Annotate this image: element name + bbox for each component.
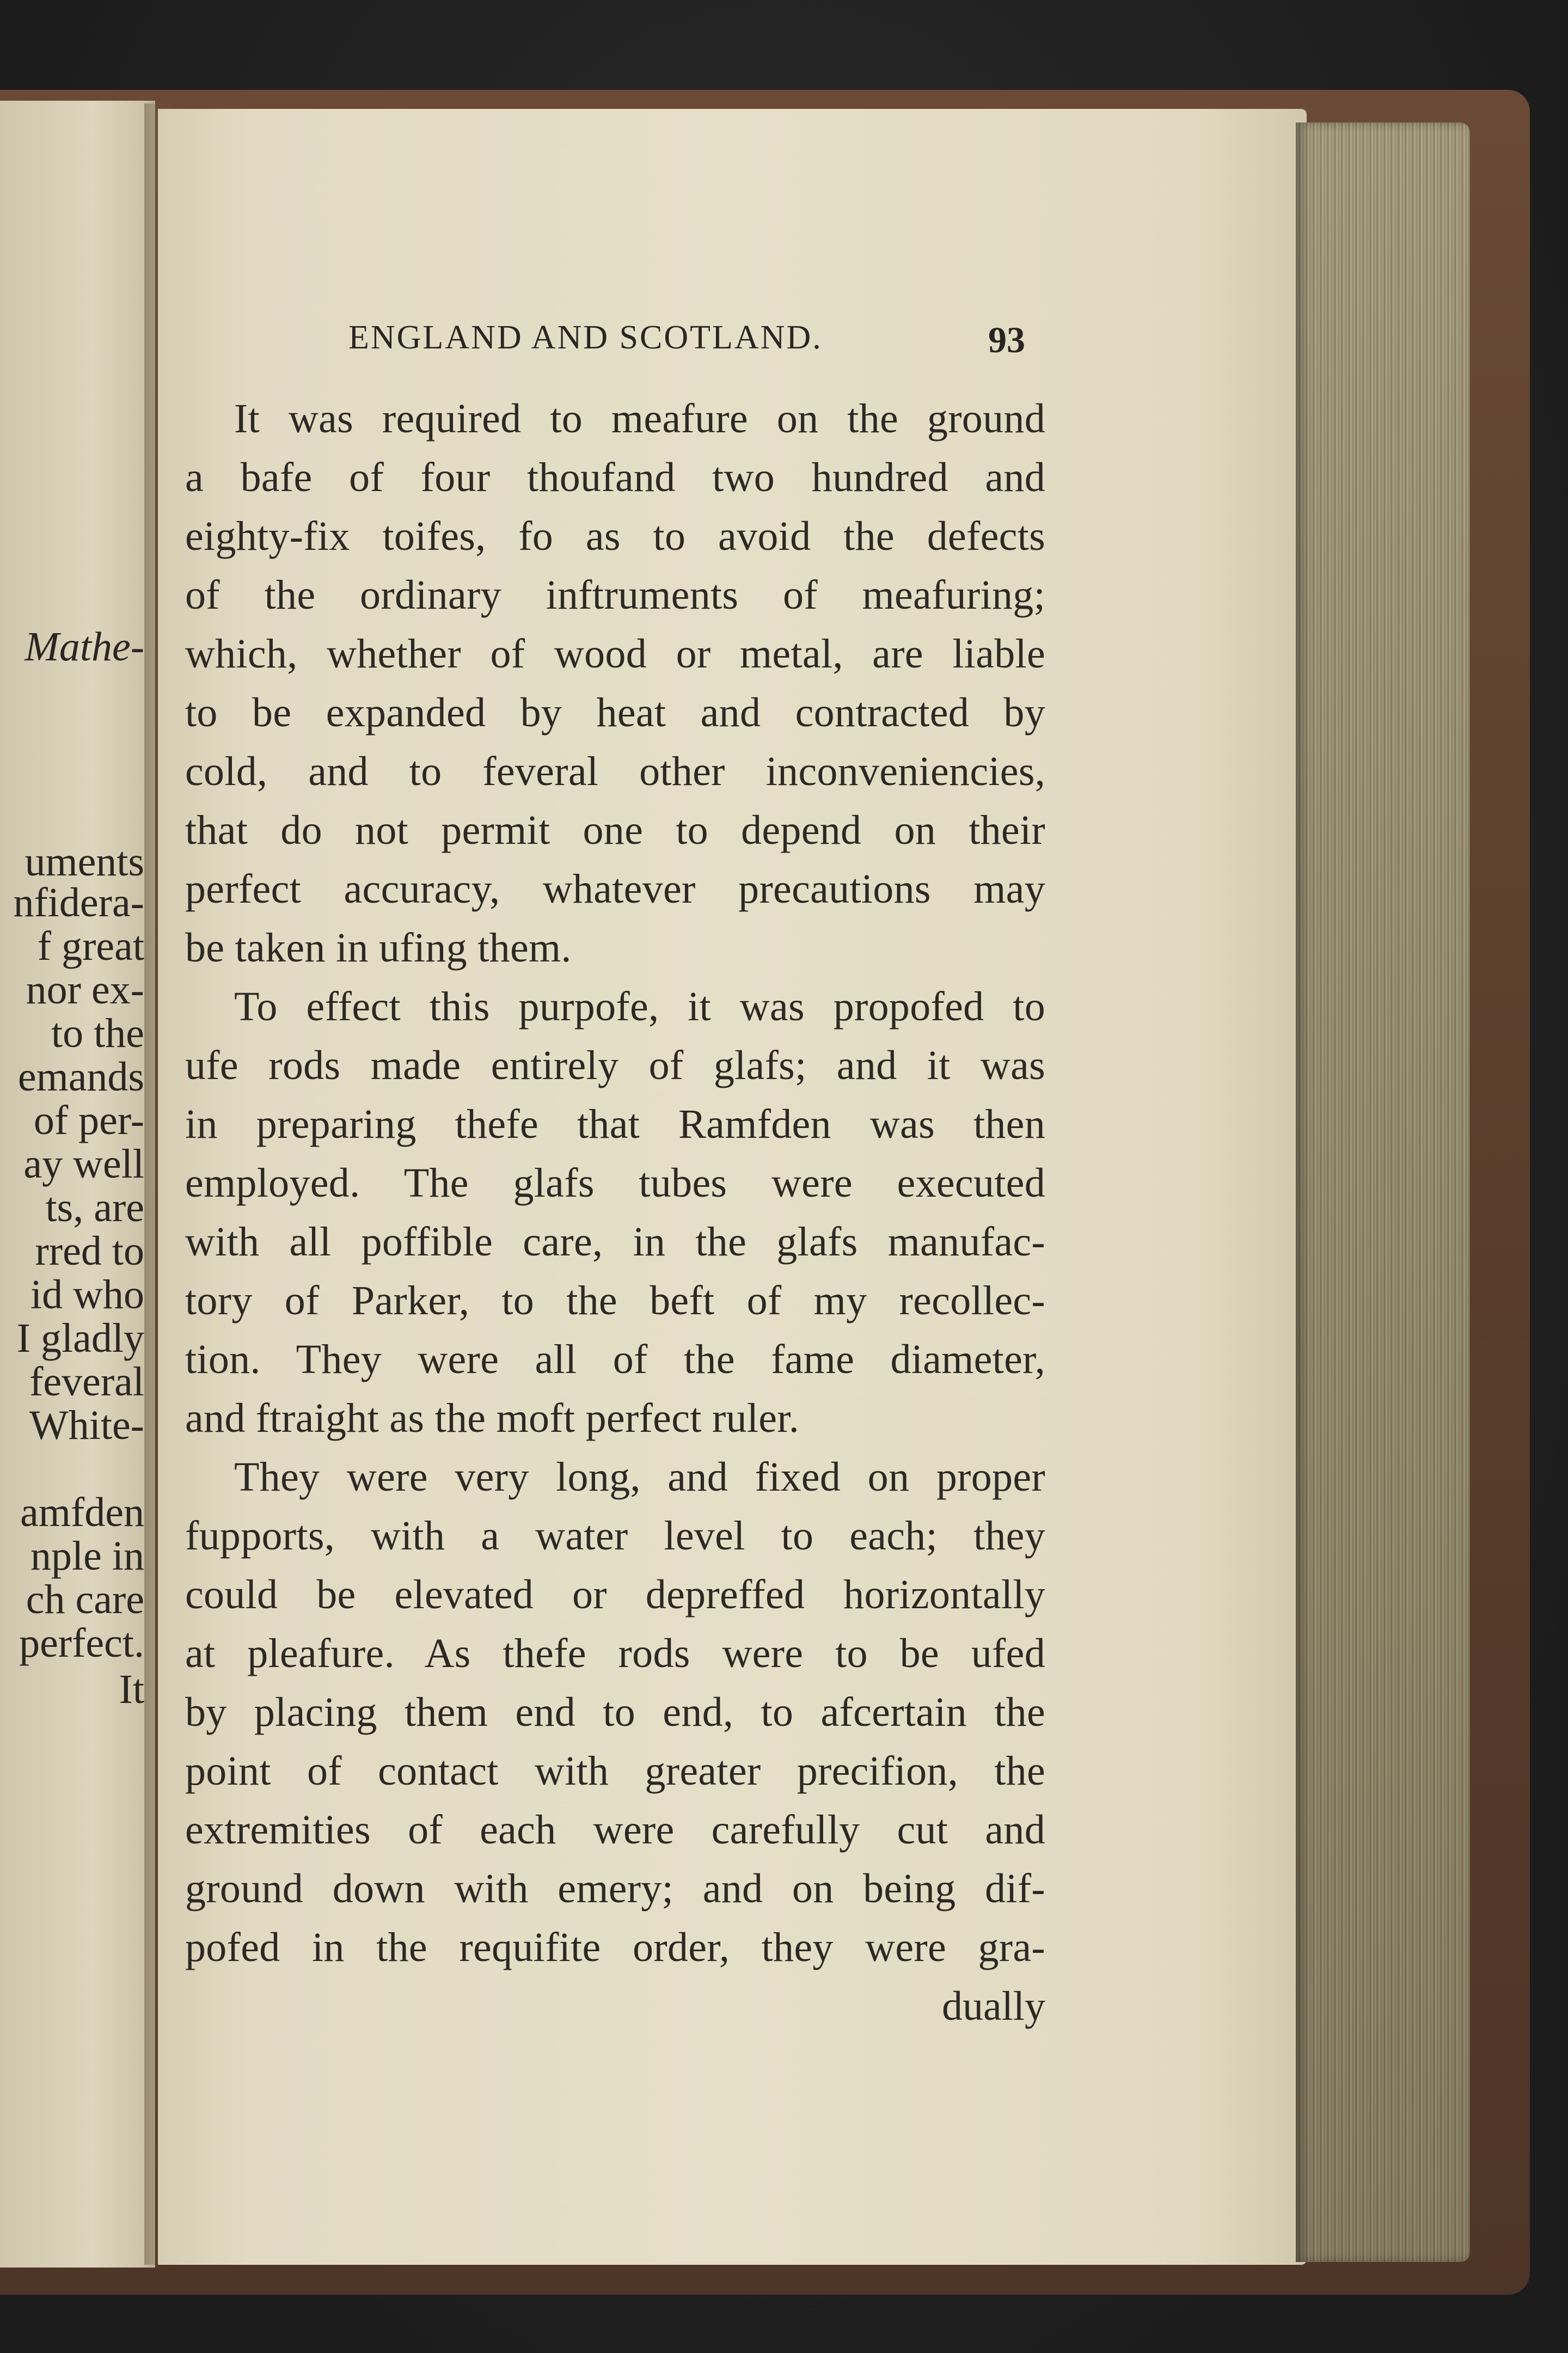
- text-line: with all poffible care, in the glafs manufac-: [185, 1219, 1045, 1265]
- text-line: by placing them end to end, to afcertain the: [185, 1689, 1045, 1735]
- text-line: to be expanded by heat and contracted by: [185, 690, 1045, 736]
- left-page-line: of per-: [33, 1098, 144, 1143]
- left-page-line: rred to: [35, 1228, 144, 1274]
- text-line: that do not permit one to depend on their: [185, 807, 1045, 853]
- left-page-line: White-: [29, 1402, 144, 1448]
- left-page-line: It: [119, 1666, 144, 1712]
- left-page-line: nfidera-: [13, 880, 144, 926]
- left-page-line: f great: [37, 923, 144, 969]
- text-line: eighty-fix toifes, fo as to avoid the defects: [185, 513, 1045, 559]
- text-line: and ftraight as the moft perfect ruler.: [185, 1395, 800, 1441]
- left-page-line: ch care: [26, 1577, 144, 1622]
- catchword: dually: [942, 1983, 1045, 2029]
- text-line: ground down with emery; and on being dif-: [185, 1866, 1045, 1911]
- text-line: in preparing thefe that Ramfden was then: [185, 1101, 1045, 1147]
- left-page-line: uments: [24, 839, 144, 885]
- text-line: perfect accuracy, whatever precautions may: [185, 866, 1045, 912]
- body-text: [185, 389, 1045, 2036]
- left-page-line: amfden: [20, 1490, 144, 1535]
- text-line: It was required to meafure on the ground: [234, 396, 1045, 442]
- left-page-line: feveral: [29, 1359, 144, 1405]
- text-line: of the ordinary inftruments of meafuring;: [185, 572, 1045, 618]
- left-page: [0, 101, 155, 2268]
- page-fore-edge: [1296, 122, 1470, 2262]
- page-number: 93: [988, 319, 1025, 360]
- text-line: could be elevated or depreffed horizontally: [185, 1572, 1045, 1617]
- left-page-line: id who: [30, 1272, 144, 1318]
- text-line: a bafe of four thoufand two hundred and: [185, 455, 1045, 500]
- left-page-line: I gladly: [16, 1315, 144, 1361]
- left-page-line: nor ex-: [26, 967, 144, 1013]
- text-line: tion. They were all of the fame diameter,: [185, 1337, 1045, 1382]
- text-line: They were very long, and fixed on proper: [234, 1454, 1045, 1500]
- left-page-line: nple in: [30, 1533, 144, 1579]
- left-page-line: ay well: [23, 1141, 144, 1187]
- text-line: To effect this purpofe, it was propofed to: [234, 984, 1045, 1030]
- left-page-line: perfect.: [19, 1620, 144, 1666]
- left-page-line: ts, are: [45, 1185, 144, 1230]
- text-line: ufe rods made entirely of glafs; and it was: [185, 1043, 1045, 1088]
- text-line: tory of Parker, to the beft of my recollec-: [185, 1278, 1045, 1323]
- text-line: pofed in the requifite order, they were gra-: [185, 1925, 1045, 1970]
- text-line: which, whether of wood or metal, are liable: [185, 631, 1045, 677]
- running-head: ENGLAND AND SCOTLAND.: [348, 319, 823, 356]
- text-line: at pleafure. As thefe rods were to be ufed: [185, 1631, 1045, 1676]
- left-page-line: emands: [17, 1054, 144, 1100]
- text-line: cold, and to feveral other inconveniencies,: [185, 749, 1045, 794]
- text-line: point of contact with greater precifion, the: [185, 1748, 1045, 1794]
- left-page-line: Mathe-: [24, 624, 144, 670]
- left-page-line: to the: [51, 1010, 144, 1056]
- text-line: employed. The glafs tubes were executed: [185, 1160, 1045, 1206]
- text-line: extremities of each were carefully cut and: [185, 1807, 1045, 1853]
- text-line: fupports, with a water level to each; they: [185, 1513, 1045, 1559]
- text-line: be taken in ufing them.: [185, 925, 572, 971]
